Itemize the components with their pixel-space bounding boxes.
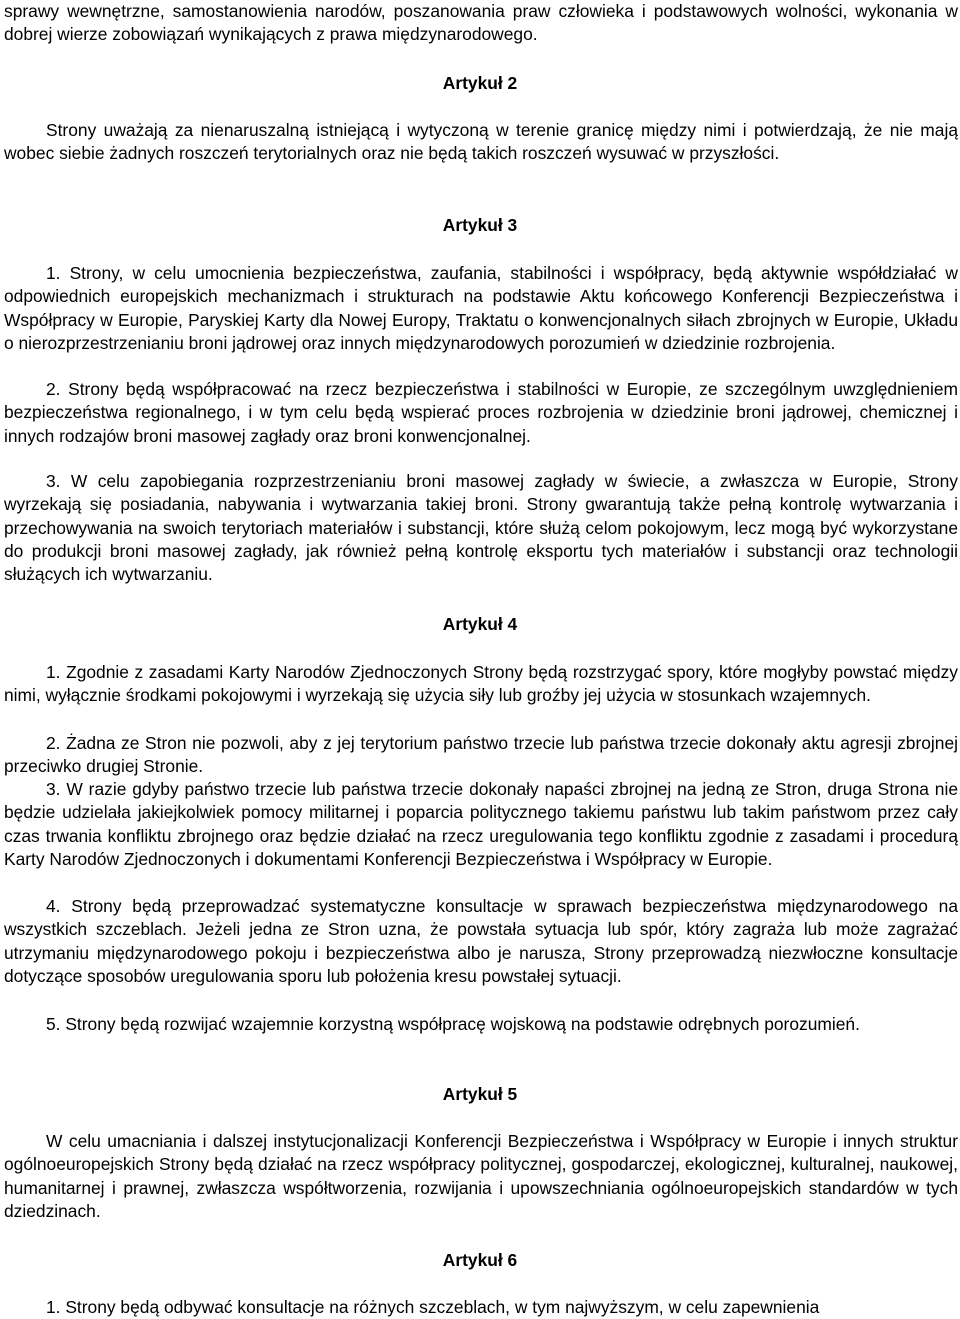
article-3-paragraph-3: 3. W celu zapobiegania rozprzestrzenianiu broni masowej zagłady w świecie, a zwłaszcza w Europie, Strony wyrzekają się posiadania, nabywania i wytwarzania takiej broni. Strony gwarantują także pełną kontrolę wytwarzania i przechowywania na swoich terytoriach materiałów i substancji, które służą celom pokojowym, lecz mogą być wykorzystane do produkcji broni masowej zagłady, jak również pełną kontrolę eksportu tych materiałów i substancji oraz technologii służących ich wytwarzaniu. [4,471,958,585]
article-3-paragraph-1: 1. Strony, w celu umocnienia bezpieczeństwa, zaufania, stabilności i współpracy, będą aktywnie współdziałać w odpowiednich europejskich mechanizmach i strukturach na podstawie Aktu końcowego Konferencji Bezpieczeństwa i Współpracy w Europie, Paryskiej Karty dla Nowej Europy, Traktatu o konwencjonalnych siłach zbrojnych w Europie, Układu o nierozprzestrzenianiu broni jądrowej oraz innych międzynarodowych porozumień w dziedzinie rozbrojenia. [4,263,958,353]
article-5-text: W celu umacniania i dalszej instytucjonalizacji Konferencji Bezpieczeństwa i Współpracy w Europie i innych struktur ogólnoeuropejskich Strony będą działać na rzecz współpracy politycznej, gospodarczej, ekologicznej, kulturalnej, naukowej, humanitarnej i prawnej, zwłaszcza współtworzenia, rozwijania i upowszechniania ogólnoeuropejskich standardów w tych dziedzinach. [4,1131,958,1221]
article-4-heading: Artykuł 4 [442,614,518,634]
article-2-text: Strony uważają za nienaruszalną istniejącą i wytyczoną w terenie granicę między nimi i potwierdzają, że nie mają wobec siebie żadnych roszczeń terytorialnych oraz nie będą takich roszczeń wysuwać w przyszłości. [4,120,958,164]
article-5-heading: Artykuł 5 [442,1084,518,1104]
article-2-heading: Artykuł 2 [442,73,518,93]
article-4-paragraph-5: 5. Strony będą rozwijać wzajemnie korzystną współpracę wojskową na podstawie odrębnych porozumień. [46,1014,860,1034]
article-4-paragraph-3: 3. W razie gdyby państwo trzecie lub państwa trzecie dokonały napaści zbrojnej na jedną ze Stron, druga Strona nie będzie udzielała jakiejkolwiek pomocy militarnej i poparcia politycznego takiemu państwu lub takim państwom przez cały czas trwania konfliktu zbrojnego oraz będzie działać na rzecz uregulowania tego konfliktu zgodnie z zasadami i procedurą Karty Narodów Zjednoczonych i dokumentami Konferencji Bezpieczeństwa i Współpracy w Europie. [4,779,958,869]
article-3-heading: Artykuł 3 [442,215,518,235]
article-4-paragraph-4: 4. Strony będą przeprowadzać systematyczne konsultacje w sprawach bezpieczeństwa międzynarodowego na wszystkich szczeblach. Jeżeli jedna ze Stron uzna, że powstała sytuacja lub spór, który zagraża lub może zagrażać utrzymaniu międzynarodowego pokoju i bezpieczeństwa albo je narusza, Strony przeprowadzą niezwłoczne konsultacje dotyczące sposobów uregulowania sporu lub położenia kresu powstałej sytuacji. [4,896,958,986]
intro-paragraph: sprawy wewnętrzne, samostanowienia narodów, poszanowania praw człowieka i podstawowych wolności, wykonania w dobrej wierze zobowiązań wynikających z prawa międzynarodowego. [4,1,958,45]
article-3-paragraph-2: 2. Strony będą współpracować na rzecz bezpieczeństwa i stabilności w Europie, ze szczególnym uwzględnieniem bezpieczeństwa regionalnego, i w tym celu będą wspierać proces rozbrojenia w dziedzinie broni jądrowej, chemicznej i innych rodzajów broni masowej zagłady oraz broni konwencjonalnej. [4,379,958,446]
article-4-paragraph-2: 2. Żadna ze Stron nie pozwoli, aby z jej terytorium państwo trzecie lub państwa trzecie dokonały aktu agresji zbrojnej przeciwko drugiej Stronie. [4,733,958,777]
article-4-paragraph-1: 1. Zgodnie z zasadami Karty Narodów Zjednoczonych Strony będą rozstrzygać spory, które mogłyby powstać między nimi, wyłącznie środkami pokojowymi i wyrzekają się użycia siły lub groźby jej użycia w stosunkach wzajemnych. [4,662,958,706]
article-6-paragraph-1: 1. Strony będą odbywać konsultacje na różnych szczeblach, w tym najwyższym, w celu zapewnienia [46,1297,820,1317]
article-6-heading: Artykuł 6 [442,1250,518,1270]
